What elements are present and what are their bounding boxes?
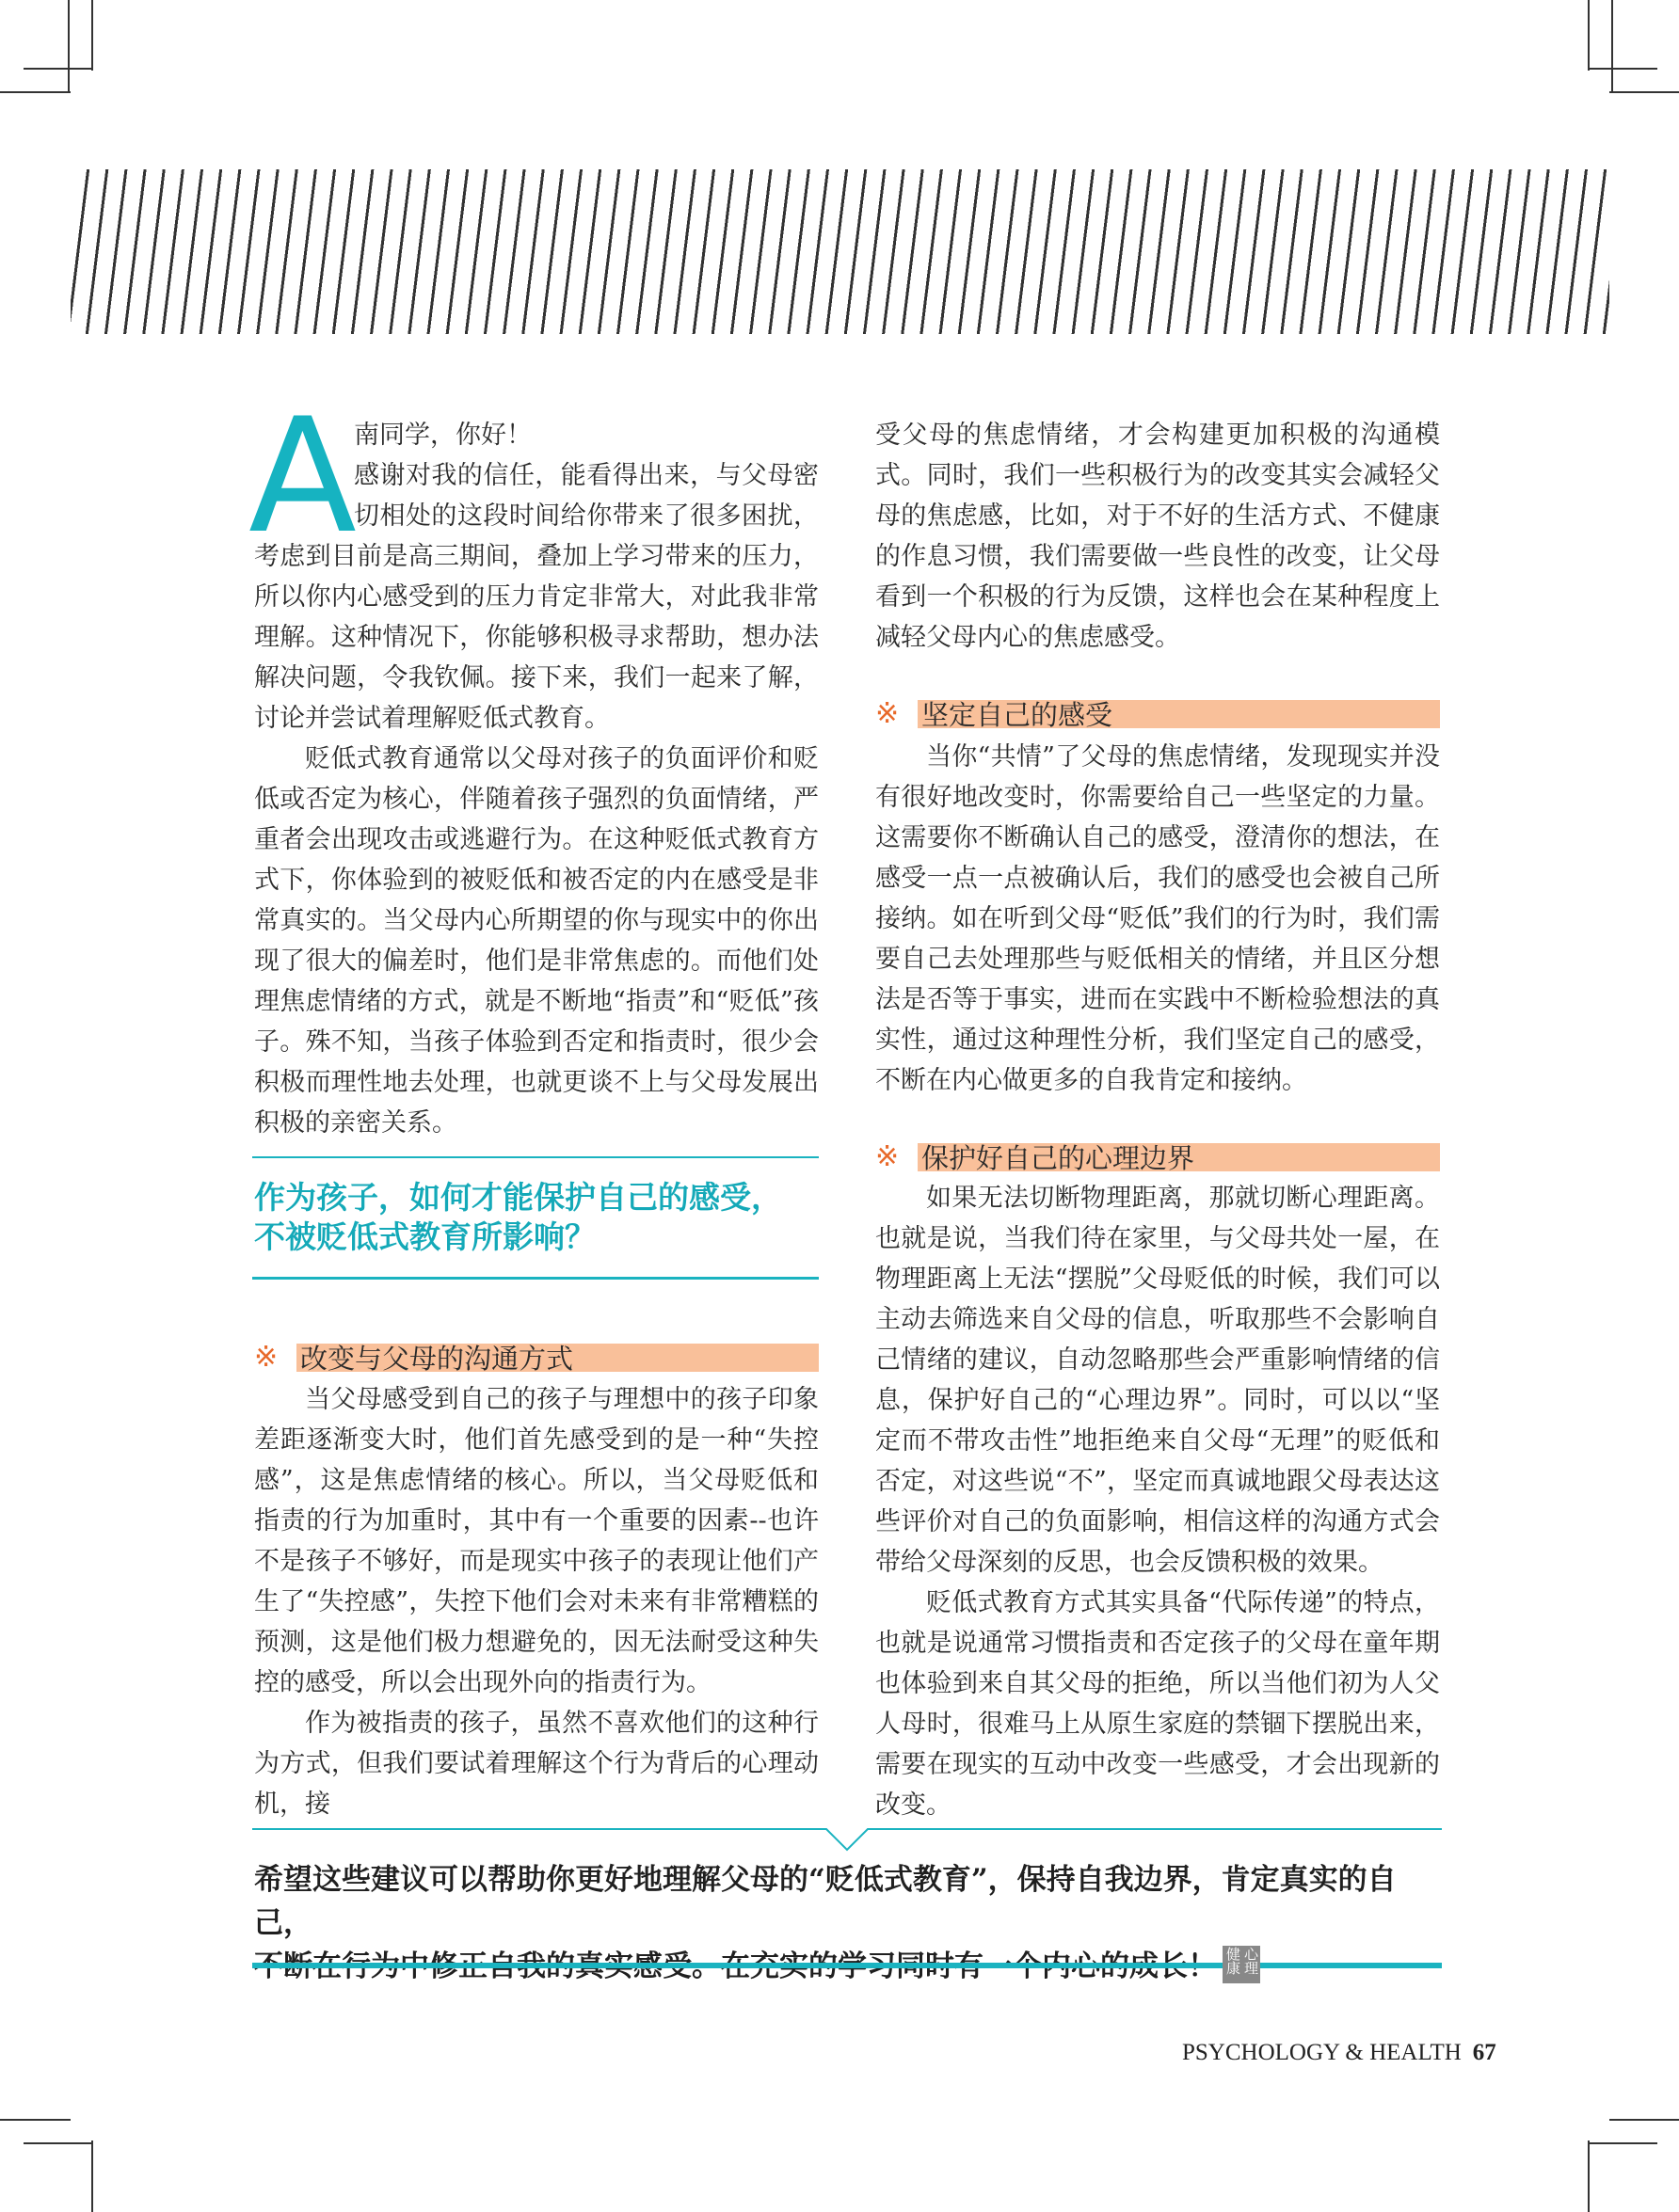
crop-mark [1588, 68, 1657, 70]
paragraph: 贬低式教育方式其实具备“代际传递”的特点，也就是说通常习惯指责和否定孩子的父母在童年期也体验到来自其父母的拒绝，所以当他们初为人父人母时，很难马上从原生家庭的禁锢下摆脱出来，需要在现实的互动中改变一些感受，才会出现新的改变。 [875, 1588, 1440, 1820]
letter-intro [248, 384, 819, 739]
subheading-title: 坚定自己的感受 [918, 700, 1440, 728]
subheading-boundary [875, 1140, 1440, 1174]
reference-mark-icon: ※ [875, 1140, 900, 1173]
greeting: 南同学，你好！ [354, 421, 532, 450]
intro-paragraph: 感谢对我的信任，能看得出来，与父母密切相处的这段时间给你带来了很多困扰，考虑到目前是高三期间，叠加上学习带来的压力，所以你内心感受到的压力肯定非常大，对此我非常理解。这种情况下，你能够积极寻求帮助，想办法解决问题，令我钦佩。接下来，我们一起来了解，讨论并尝试着理解贬低式教育。 [254, 461, 819, 733]
crop-mark [1588, 2142, 1657, 2144]
divider [252, 1156, 819, 1158]
crop-mark [0, 2119, 71, 2121]
question-line: 不被贬低式教育所影响？ [254, 1218, 596, 1255]
crop-mark [1609, 2119, 1679, 2121]
divider [252, 1963, 1442, 1968]
reference-mark-icon: ※ [875, 697, 900, 730]
page-footer [1182, 2040, 1496, 2066]
paragraph: 贬低式教育通常以父母对孩子的负面评价和贬低或否定为核心，伴随着孩子强烈的负面情绪，严重者会出现攻击或逃避行为。在这种贬低式教育方式下，你体验到的被贬低和被否定的内在感受是非常真实的。当父母内心所期望的你与现实中的你出现了很大的偏差时，他们是非常焦虑的。而他们处理焦虑情绪的方式，就是不断地“指责”和“贬低”孩子。殊不知，当孩子体验到否定和指责时，很少会积极而理性地去处理，也就更谈不上与父母发展出积极的亲密关系。 [254, 744, 819, 1138]
crop-mark [91, 0, 93, 71]
subheading-title: 保护好自己的心理边界 [918, 1143, 1440, 1171]
paragraph-continued: 受父母的焦虑情绪，才会构建更加积极的沟通模式。同时，我们一些积极行为的改变其实会减轻父母的焦虑感，比如，对于不好的生活方式、不健康的作息习惯，我们需要做一些良性的改变，让父母看到一个积极的行为反馈，这样也会在某种程度上减轻父母内心的焦虑感受。 [875, 421, 1440, 652]
drop-cap: A [248, 384, 357, 568]
paragraph: 作为被指责的孩子，虽然不喜欢他们的这种行为方式，但我们要试着理解这个行为背后的心理动机，接 [254, 1709, 819, 1819]
crop-mark [24, 2142, 93, 2144]
subheading-feelings [875, 697, 1440, 731]
section-question [254, 1178, 819, 1257]
hatch-banner [71, 169, 1609, 334]
crop-mark [1588, 0, 1590, 71]
magazine-name: PSYCHOLOGY & HEALTH [1182, 2040, 1462, 2065]
paragraph: 如果无法切断物理距离，那就切断心理距离。也就是说，当我们待在家里，与父母共处一屋，在物理距离上无法“摆脱”父母贬低的时候，我们可以主动去筛选来自父母的信息，听取那些不会影响自己情绪的建议，自动忽略那些会严重影响情绪的信息，保护好自己的“心理边界”。同时，可以以“坚定而不带攻击性”地拒绝来自父母“无理”的贬低和否定，对这些说“不”，坚定而真诚地跟父母表达这些评价对自己的负面影响，相信这样的沟通方式会带给父母深刻的反思，也会反馈积极的效果。 [875, 1184, 1440, 1577]
crop-mark [91, 2140, 93, 2212]
reference-mark-icon: ※ [254, 1341, 279, 1374]
subheading-title: 改变与父母的沟通方式 [296, 1344, 819, 1372]
page-number: 67 [1472, 2040, 1496, 2065]
notch-divider [252, 1825, 1442, 1855]
paragraph: 当父母感受到自己的孩子与理想中的孩子印象差距逐渐变大时，他们首先感受到的是一种“失控感”，这是焦虑情绪的核心。所以，当父母贬低和指责的行为加重时，其中有一个重要的因素--也许不是孩子不够好，而是现实中孩子的表现让他们产生了“失控感”，失控下他们会对未来有非常糟糕的预测，这是他们极力想避免的，因无法耐受这种失控的感受，所以会出现外向的指责行为。 [254, 1385, 819, 1697]
crop-mark [1609, 91, 1679, 93]
end-seal-logo: 心理健康 [1223, 1946, 1260, 1983]
crop-mark [1588, 2140, 1590, 2212]
crop-mark [0, 91, 71, 93]
question-line: 作为孩子，如何才能保护自己的感受， [254, 1179, 782, 1216]
paragraph: 当你“共情”了父母的焦虑情绪，发现现实并没有很好地改变时，你需要给自己一些坚定的力量。这需要你不断确认自己的感受，澄清你的想法，在感受一点一点被确认后，我们的感受也会被自己所接纳。如在听到父母“贬低”我们的行为时，我们需要自己去处理那些与贬低相关的情绪，并且区分想法是否等于事实，进而在实践中不断检验想法的真实性，通过这种理性分析，我们坚定自己的感受，不断在内心做更多的自我肯定和接纳。 [875, 742, 1440, 1095]
divider [252, 1277, 819, 1280]
crop-mark [24, 68, 93, 70]
crop-mark [68, 0, 70, 93]
subheading-communication [254, 1341, 819, 1375]
conclusion-line: 希望这些建议可以帮助你更好地理解父母的“贬低式教育”，保持自我边界，肯定真实的自己， [254, 1863, 1397, 1940]
conclusion [254, 1858, 1449, 1988]
crop-mark [1611, 0, 1613, 93]
